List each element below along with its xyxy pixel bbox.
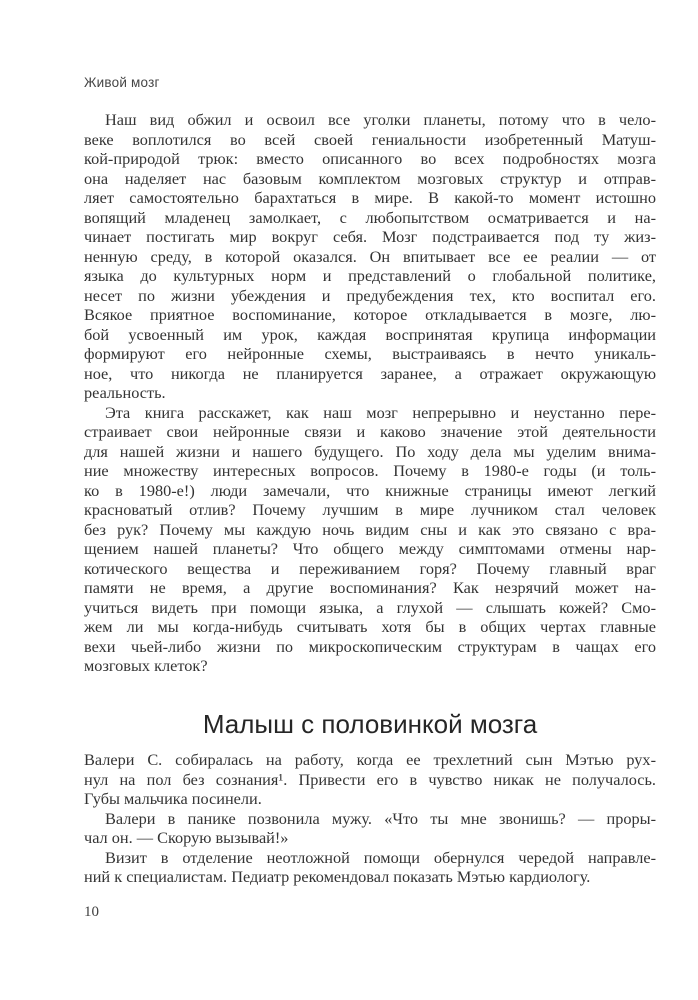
text-line: памяти не время, а другие воспоминания? Как незрячий может на- — [84, 578, 656, 597]
paragraph — [84, 750, 656, 809]
text-line: мозговых клеток? — [84, 656, 208, 675]
paragraph — [84, 110, 656, 403]
text-line: щением нашей планеты? Что общего между симптомами отмены нар- — [84, 539, 656, 558]
text-line: ний к специалистам. Педиатр рекомендовал показать Мэтью кардиологу. — [84, 867, 591, 886]
text-line: кой-природой трюк: вместо описанного во всех подробностях мозга — [84, 149, 656, 168]
paragraph — [84, 403, 656, 676]
text-line: веке воплотился во всей своей гениальности изобретенный Матуш- — [84, 129, 656, 149]
paragraph — [84, 848, 656, 887]
chapter-text-block — [84, 750, 656, 887]
text-line: жем ли мы когда-нибудь считывать хотя бы в общих чертах главные — [84, 617, 656, 636]
text-line: ное, что никогда не планируется заранее, а отражает окружающую — [84, 363, 656, 383]
text-line: Валери С. собиралась на работу, когда ее трехлетний сын Мэтью рух- — [84, 750, 656, 769]
text-line: котического вещества и переживанием горя? Почему главный враг — [84, 558, 656, 578]
text-line: Наш вид обжил и освоил все уголки планеты, потому что в чело- — [105, 110, 656, 129]
text-line: ляет самостоятельно барахтаться в мире. В какой-то момент истошно — [84, 188, 656, 207]
text-line: вопящий младенец замолкает, с любопытством осматривается и на- — [84, 207, 656, 227]
text-line: реальность. — [84, 383, 166, 402]
text-line: красноватый отлив? Почему лучшим в мире лучником стал человек — [84, 500, 656, 519]
text-line: Эта книга расскажет, как наш мозг непрерывно и неустанно пере- — [105, 402, 656, 422]
text-line: несет по жизни убеждения и предубеждения тех, кто воспитал его. — [84, 285, 656, 305]
text-line: чал он. — Скорую вызывай!» — [84, 828, 289, 847]
text-line: Визит в отделение неотложной помощи обернулся чередой направле- — [105, 847, 656, 867]
page-number: 10 — [84, 904, 99, 920]
text-line: без рук? Почему мы каждую ночь видим сны и как это связано с вра- — [84, 519, 656, 539]
text-line: вехи чьей-либо жизни по микроскопическим структурам в чащах его — [84, 636, 656, 656]
text-line: Валери в панике позвонила мужу. «Что ты мне звонишь? — проры- — [105, 808, 656, 828]
text-line: для нашей жизни и нашего будущего. По ходу дела мы уделим внима- — [84, 441, 656, 461]
text-line: ко в 1980-е!) люди замечали, что книжные страницы имеют легкий — [84, 480, 656, 500]
text-line: Всякое приятное воспоминание, которое откладывается в мозге, лю- — [84, 305, 656, 324]
text-line: чинает постигать мир вокруг себя. Мозг подстраивается под ту жиз- — [84, 227, 656, 246]
text-line: языка до культурных норм и представлений о глобальной политике, — [84, 266, 656, 285]
intro-text-block — [84, 110, 656, 676]
paragraph — [84, 809, 656, 848]
running-head: Живой мозг — [84, 75, 160, 90]
text-line: ние множеству интересных вопросов. Почему в 1980-е годы (и толь- — [84, 461, 656, 480]
text-line: ненную среду, в которой оказался. Он впитывает все ее реалии — от — [84, 246, 656, 266]
text-line: страивает свои нейронные связи и каково значение этой деятельности — [84, 422, 656, 441]
text-line: учиться видеть при помощи языка, а глухой — слышать кожей? Смо- — [84, 597, 656, 617]
text-line: Губы мальчика посинели. — [84, 789, 262, 808]
text-line: нул на пол без сознания¹. Привести его в чувство никак не получалось. — [84, 769, 656, 789]
text-line: она наделяет нас базовым комплектом мозговых структур и отправ- — [84, 168, 656, 188]
text-line: формируют его нейронные схемы, выстраиваясь в нечто уникаль- — [84, 344, 656, 363]
text-line: бой усвоенный им урок, каждая воспринятая крупица информации — [84, 324, 656, 344]
chapter-heading: Малыш с половинкой мозга — [202, 709, 538, 739]
